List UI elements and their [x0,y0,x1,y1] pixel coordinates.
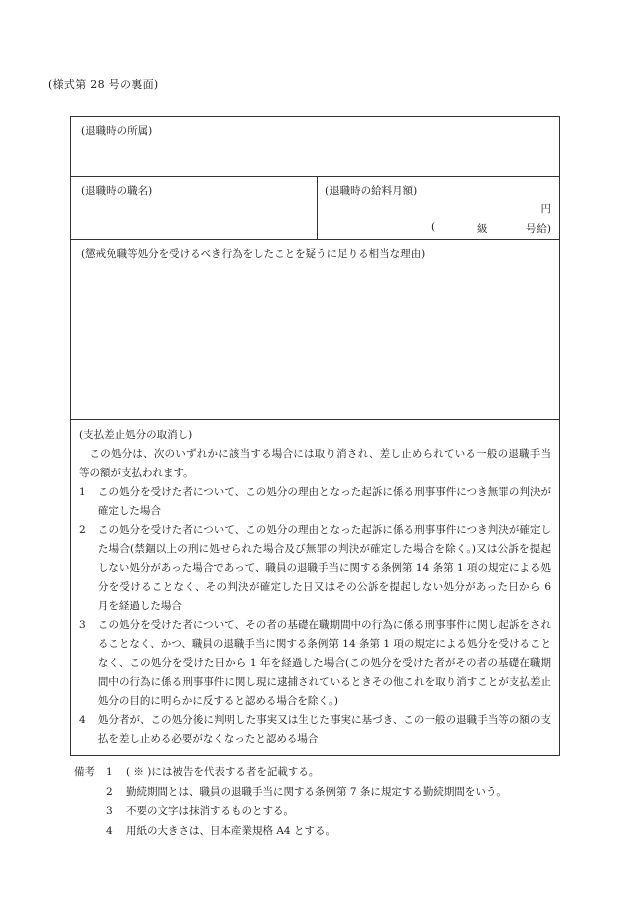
salary-field[interactable] [317,177,559,239]
reason-label: (懲戒免職等処分を受けるべき行為をしたことを疑うに足りる相当な理由) [81,248,426,260]
note-item [74,783,564,803]
note-number: 2 [106,785,113,798]
form-table [70,116,560,756]
item-number: 3 [79,619,86,631]
position-field[interactable] [71,177,318,239]
item-number: 4 [79,714,86,726]
cancellation-item [79,616,551,711]
notes-prefix: 備考 [74,766,95,778]
position-label: (退職時の職名) [81,185,153,197]
cancellation-section [71,420,559,755]
note-item [74,763,564,783]
note-text: 勤続期間とは、職員の退職手当に関する条例第 7 条に規定する勤続期間をいう。 [126,785,507,798]
note-text: ( ※ )には被告を代表する者を記載する。 [126,766,320,778]
note-number: 3 [106,805,113,817]
form-label: (様式第 28 号の裏面) [48,78,159,91]
grade-paren-open: ( [431,221,436,233]
reason-field[interactable] [71,240,559,420]
yen-unit: 円 [540,203,551,215]
grade-kyu-unit: 級 [477,223,488,235]
cancellation-item [79,483,551,521]
grade-gou-unit: 号給) [525,223,551,235]
notes-section [74,763,564,841]
position-salary-row [71,177,559,240]
affiliation-label: (退職時の所属) [81,125,153,137]
item-text: この処分を受けた者について、この処分の理由となった起訴に係る刑事事件につき無罪の判決が確定した場合 [97,486,551,517]
affiliation-field[interactable] [71,117,559,177]
grade-line [431,221,551,235]
item-number: 1 [79,486,86,498]
cancellation-heading: (支払差止処分の取消し) [79,429,193,441]
salary-label: (退職時の給料月額) [325,185,418,197]
cancellation-item [79,711,551,749]
note-number: 4 [106,824,113,837]
note-number: 1 [106,766,113,778]
item-text: この処分を受けた者について、その者の基礎在職期間中の行為に係る刑事事件に関し起訴をされることなく、かつ、職員の退職手当に関する条例第 14 条第 1 項の規定による処分を受けることなく、この処分を受けた日から 1 年を経過した場合(この処分を受けた者がその者の基礎在職期間中の行為に係る刑事事件に関し現に逮捕されているときその他これを取り消すことが支払差止処分の目的に明らかに反すると認める場合を除く。) [97,619,551,707]
note-text: 不要の文字は抹消するものとする。 [126,805,294,817]
item-number: 2 [79,524,86,536]
cancellation-intro: この処分は、次のいずれかに該当する場合には取り消され、差し止められている一般の退職手当等の額が支払われます。 [79,448,551,479]
note-text: 用紙の大きさは、日本産業規格 A4 とする。 [126,824,336,837]
item-text: この処分を受けた者について、この処分の理由となった起訴に係る刑事事件につき判決が確定した場合(禁錮以上の刑に処せられた場合及び無罪の判決が確定した場合を除く。)又は公訴を提起しない処分があった場合であって、職員の退職手当に関する条例第 14 条第 1 項の規定による処分を受けることなく、その判決が確定した日又はその公訴を提起しない処分があった日から 6 月を経過した場合 [97,524,551,612]
cancellation-item [79,521,551,616]
note-item [74,802,564,822]
note-item [74,822,564,842]
item-text: 処分者が、この処分後に判明した事実又は生じた事実に基づき、この一般の退職手当等の額の支払を差し止める必要がなくなったと認める場合 [97,714,551,745]
